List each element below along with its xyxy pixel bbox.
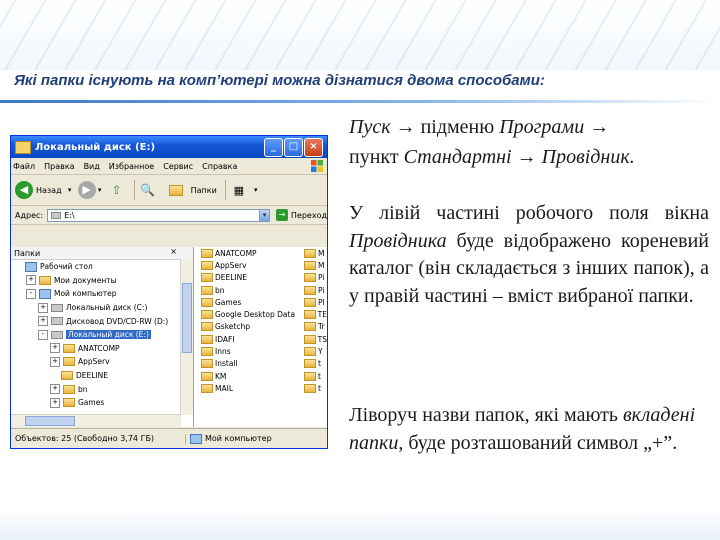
tree-pane-title: Папки xyxy=(14,248,41,258)
up-folder-icon[interactable]: ⇧ xyxy=(111,183,122,197)
folder-icon xyxy=(304,298,316,307)
file-list-item[interactable] xyxy=(304,370,327,382)
tree-item[interactable] xyxy=(11,342,193,356)
tree-item-label: Мой компьютер xyxy=(54,289,117,299)
folder-icon xyxy=(304,372,316,381)
explorer-body xyxy=(11,247,327,427)
tree-item[interactable] xyxy=(11,396,193,410)
file-name: Install xyxy=(215,359,238,369)
folder-tree-pane xyxy=(11,247,194,427)
folder-icon xyxy=(63,357,75,366)
file-name: Pi xyxy=(318,285,325,295)
tree-item-label: DEELINE xyxy=(76,371,108,381)
expand-icon[interactable]: + xyxy=(50,357,60,367)
folder-icon xyxy=(201,273,213,282)
folder-icon xyxy=(201,359,213,368)
file-list-item[interactable] xyxy=(201,321,301,333)
file-list-item[interactable] xyxy=(201,259,301,271)
tree-item[interactable] xyxy=(11,301,193,315)
folders-icon[interactable] xyxy=(168,181,184,199)
close-button[interactable]: × xyxy=(304,138,323,157)
forward-arrow-icon[interactable]: ▶ xyxy=(78,181,96,199)
file-name: TE xyxy=(317,310,327,320)
file-name: bn xyxy=(215,285,225,295)
file-name: KM xyxy=(215,371,227,381)
menu-view[interactable]: Вид xyxy=(83,161,100,171)
file-name: t xyxy=(318,383,321,393)
explorer-window xyxy=(10,135,328,449)
file-name: MAIL xyxy=(215,383,233,393)
collapse-icon[interactable]: - xyxy=(38,330,48,340)
status-location xyxy=(185,434,272,444)
expand-icon[interactable]: + xyxy=(50,398,60,408)
folder-icon xyxy=(304,384,316,393)
tree-item[interactable] xyxy=(11,260,193,274)
folder-icon xyxy=(201,298,213,307)
file-name: AppServ xyxy=(215,260,247,270)
explorer-description-text xyxy=(349,200,709,310)
go-button-label[interactable]: Переход xyxy=(290,210,327,220)
address-bar xyxy=(11,206,327,225)
arrow-icon: → xyxy=(516,146,537,168)
file-name: Gsketchp xyxy=(215,322,250,332)
folder-icon xyxy=(304,335,316,344)
expand-icon[interactable]: + xyxy=(50,384,60,394)
file-name: DEELINE xyxy=(215,273,247,283)
tree-item-label: Локальный диск (E:) xyxy=(68,330,149,340)
folder-icon xyxy=(304,322,316,331)
folder-icon xyxy=(63,385,75,394)
file-list-item[interactable] xyxy=(304,358,327,370)
file-list-item[interactable] xyxy=(201,272,301,284)
tree-item[interactable] xyxy=(11,328,193,342)
file-list-item[interactable] xyxy=(201,358,301,370)
tree-item[interactable] xyxy=(11,287,193,301)
dropdown-arrow-icon[interactable]: ▾ xyxy=(97,186,102,194)
programy-text: Програми xyxy=(499,116,585,138)
folder-icon xyxy=(39,276,51,285)
go-arrow-icon[interactable]: → xyxy=(276,209,288,221)
file-list-item[interactable] xyxy=(304,296,327,308)
tree-horizontal-scrollbar[interactable] xyxy=(11,414,181,427)
close-pane-icon[interactable]: × xyxy=(170,247,177,256)
window-title: Локальный диск (E:) xyxy=(35,141,156,153)
folder-icon xyxy=(304,249,316,258)
paragraph-part: буде відображено кореневий каталог (він складається з інших папок), а у правій частині – вміст вибраної папки. xyxy=(349,229,710,307)
providnyka-text: Провідника xyxy=(349,229,447,252)
expand-icon[interactable]: + xyxy=(26,275,36,285)
menu-bar xyxy=(11,158,327,175)
address-value: E:\ xyxy=(64,210,75,220)
window-titlebar[interactable] xyxy=(11,136,327,158)
cd-drive-icon xyxy=(51,317,63,325)
paragraph-part: Ліворуч назви папок, які мають xyxy=(349,404,618,426)
tree-item-label: bn xyxy=(78,384,88,394)
menu-edit[interactable]: Правка xyxy=(44,161,75,171)
menu-tools[interactable]: Сервис xyxy=(163,161,194,171)
file-list-item[interactable] xyxy=(201,382,301,394)
folder-icon xyxy=(201,322,213,331)
file-list-item[interactable] xyxy=(304,247,327,259)
punkt-text: пункт xyxy=(349,146,399,168)
file-list-item[interactable] xyxy=(304,284,327,296)
file-list-item[interactable] xyxy=(304,321,327,333)
slide-title: Які папки існують на комп’ютері можна дізнатися двома способами: xyxy=(14,72,545,89)
collapse-icon[interactable]: - xyxy=(26,289,36,299)
folder-icon xyxy=(304,273,316,282)
folder-icon xyxy=(201,384,213,393)
dropdown-arrow-icon[interactable]: ▾ xyxy=(67,186,72,194)
file-list-item[interactable] xyxy=(201,296,301,308)
tree-item-label: Рабочий стол xyxy=(40,262,93,272)
tree-item[interactable] xyxy=(11,274,193,288)
file-list-item[interactable] xyxy=(304,272,327,284)
file-list-item[interactable] xyxy=(201,284,301,296)
file-list-item[interactable] xyxy=(304,382,327,394)
search-icon[interactable]: 🔍 xyxy=(140,183,156,197)
slide-top-decoration xyxy=(0,0,720,70)
arrow-icon: → xyxy=(395,116,416,138)
tree-item-label: AppServ xyxy=(78,357,110,367)
nested-folders-text: вкладені папки xyxy=(349,404,696,454)
slide-bottom-decoration xyxy=(0,510,720,540)
menu-file[interactable]: Файл xyxy=(13,161,36,171)
file-list-item[interactable] xyxy=(201,345,301,357)
file-list-column xyxy=(304,247,327,427)
file-name: Y xyxy=(318,347,323,357)
file-name: M xyxy=(318,260,325,270)
address-input[interactable] xyxy=(47,209,260,222)
folder-icon xyxy=(304,286,316,295)
back-button-label[interactable]: Назад xyxy=(36,185,62,195)
providnyk-text: Провідник. xyxy=(541,146,635,168)
views-icon[interactable]: ▦ xyxy=(233,183,244,197)
paragraph-part: У лівій частині робочого поля вікна xyxy=(349,202,709,224)
status-bar xyxy=(11,428,327,448)
tree-item-label: Локальный диск (C:) xyxy=(66,303,148,313)
file-name: IDAFI xyxy=(215,334,235,344)
expand-icon[interactable]: + xyxy=(38,316,48,326)
file-list-column xyxy=(201,247,301,427)
file-list-item[interactable] xyxy=(304,333,327,345)
drive-icon xyxy=(15,141,31,154)
folder-icon xyxy=(61,371,73,380)
file-name: M xyxy=(318,248,325,258)
folder-icon xyxy=(201,372,213,381)
folder-icon xyxy=(63,398,75,407)
file-list-item[interactable] xyxy=(201,333,301,345)
file-name: Tr xyxy=(318,322,325,332)
drive-icon xyxy=(51,304,63,312)
status-object-count: Объектов: 25 (Свободно 3,74 ГБ) xyxy=(15,434,155,443)
folder-icon xyxy=(201,347,213,356)
plus-symbol-text xyxy=(349,401,711,457)
folders-button-label[interactable]: Папки xyxy=(190,185,217,195)
paragraph-part: , буде розташований символ „+”. xyxy=(398,432,678,454)
file-list-item[interactable] xyxy=(201,370,301,382)
menu-favorites[interactable]: Избранное xyxy=(108,161,155,171)
file-list-item[interactable] xyxy=(304,308,327,320)
folder-icon xyxy=(304,359,316,368)
tree-item[interactable] xyxy=(11,382,193,396)
windows-logo-icon xyxy=(310,159,324,173)
dropdown-arrow-icon[interactable]: ▾ xyxy=(254,186,258,194)
tree-item[interactable] xyxy=(11,369,193,383)
file-name: Pi xyxy=(318,273,325,283)
scroll-thumb[interactable] xyxy=(25,416,75,426)
desktop-icon xyxy=(25,262,37,272)
tree-pane-header xyxy=(11,247,193,260)
tree-item[interactable] xyxy=(11,355,193,369)
tree-item-label: Дисковод DVD/CD-RW (D:) xyxy=(66,316,169,326)
folder-icon xyxy=(304,347,316,356)
file-name: t xyxy=(318,371,321,381)
file-name: Inns xyxy=(215,347,231,357)
method-one-text xyxy=(349,112,709,172)
file-name: ANATCOMP xyxy=(215,248,257,258)
file-name: Games xyxy=(215,297,242,307)
folder-icon xyxy=(304,310,316,319)
folder-icon xyxy=(201,249,213,258)
address-label: Адрес: xyxy=(15,210,44,220)
computer-icon xyxy=(190,434,202,444)
standartni-text: Стандартні xyxy=(403,146,512,168)
file-name: Google Desktop Data xyxy=(215,310,296,320)
folder-icon xyxy=(304,261,316,270)
toolbar-separator xyxy=(225,180,226,200)
toolbar-separator xyxy=(134,180,135,200)
file-name: t xyxy=(318,359,321,369)
status-location-label: Мой компьютер xyxy=(205,434,272,443)
tree-item[interactable] xyxy=(11,314,193,328)
address-dropdown-icon[interactable]: ▾ xyxy=(259,209,270,222)
arrow-icon: → xyxy=(589,116,610,138)
submenu-text: підменю xyxy=(420,116,495,138)
tree-item-label: Мои документы xyxy=(54,275,117,285)
folder-icon xyxy=(201,261,213,270)
file-list-item[interactable] xyxy=(304,259,327,271)
toolbar xyxy=(11,175,327,206)
maximize-button[interactable]: □ xyxy=(284,138,303,157)
tree-item-label: Games xyxy=(78,398,105,408)
drive-icon xyxy=(51,212,61,219)
file-list-item[interactable] xyxy=(304,345,327,357)
expand-icon[interactable]: + xyxy=(38,303,48,313)
scroll-thumb[interactable] xyxy=(182,283,192,353)
folder-icon xyxy=(201,335,213,344)
folder-icon xyxy=(201,286,213,295)
file-name: TS xyxy=(317,334,327,344)
menu-help[interactable]: Справка xyxy=(202,161,238,171)
file-list-item[interactable] xyxy=(201,247,301,259)
folder-icon xyxy=(63,344,75,353)
tree-item-label: ANATCOMP xyxy=(78,343,120,353)
drive-icon xyxy=(51,331,63,339)
folder-icon xyxy=(201,310,213,319)
computer-icon xyxy=(39,289,51,299)
file-name: Pl xyxy=(318,297,325,307)
pusk-text: Пуск xyxy=(349,116,391,138)
tree-vertical-scrollbar[interactable] xyxy=(180,259,193,415)
expand-icon[interactable]: + xyxy=(50,343,60,353)
back-arrow-icon[interactable]: ◀ xyxy=(15,181,33,199)
title-underline xyxy=(0,100,720,103)
file-list-item[interactable] xyxy=(201,308,301,320)
minimize-button[interactable]: _ xyxy=(264,138,283,157)
